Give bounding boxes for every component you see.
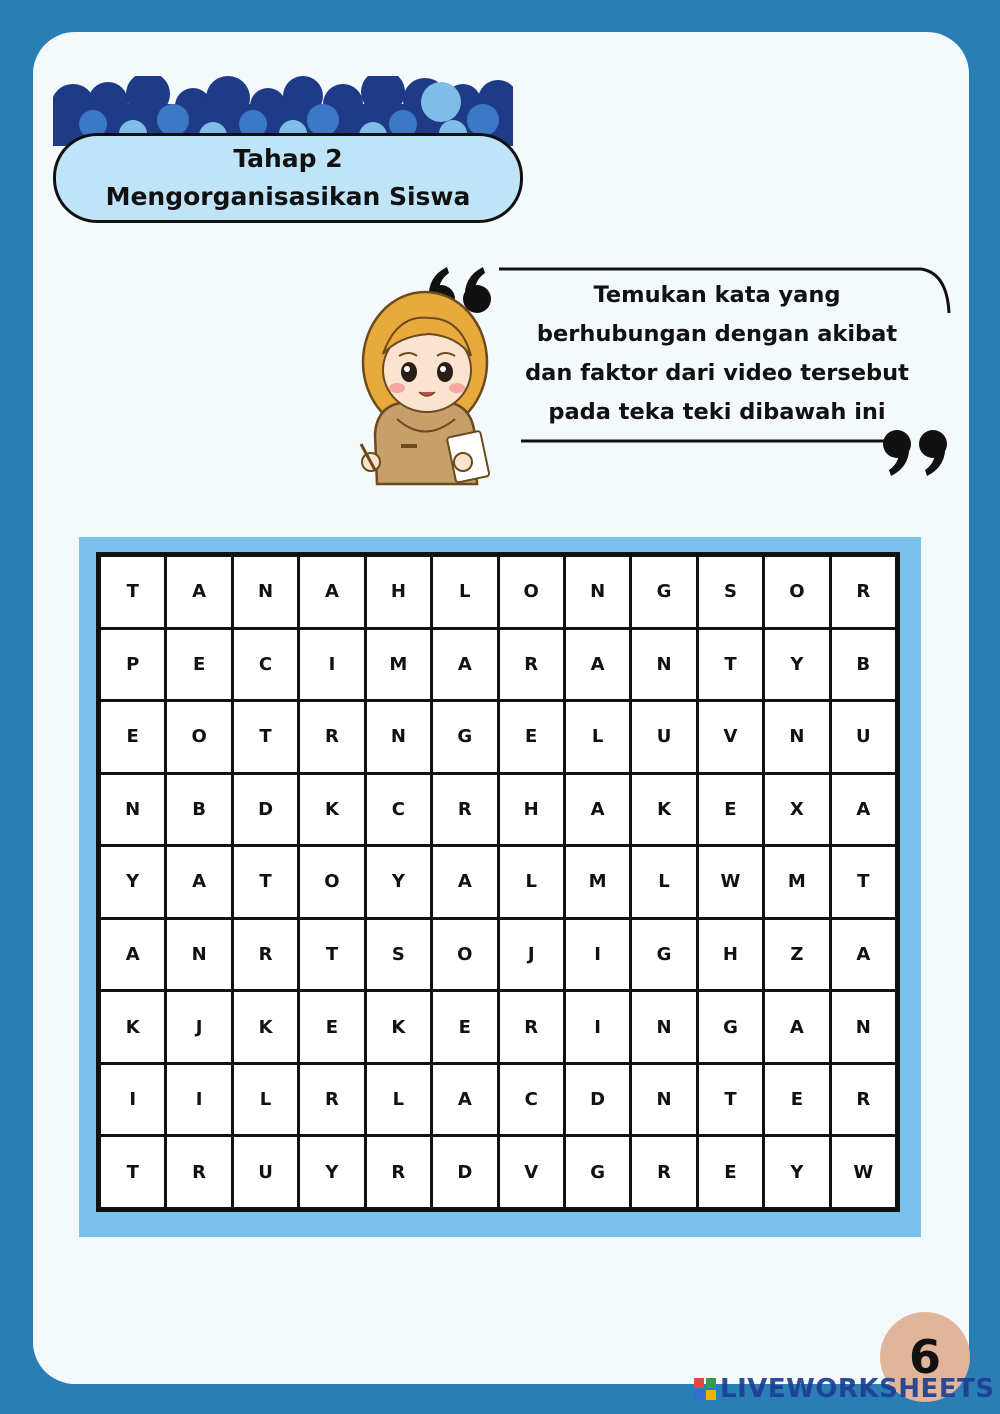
letter-cell[interactable]: V (500, 1137, 563, 1207)
letter-cell[interactable]: R (167, 1137, 230, 1207)
stage-title: Mengorganisasikan Siswa (105, 182, 471, 211)
letter-cell[interactable]: L (433, 557, 496, 627)
letter-cell[interactable]: K (632, 775, 695, 845)
letter-cell[interactable]: A (765, 992, 828, 1062)
letter-cell[interactable]: G (699, 992, 762, 1062)
letter-cell[interactable]: P (101, 630, 164, 700)
letter-cell[interactable]: W (832, 1137, 895, 1207)
letter-cell[interactable]: N (101, 775, 164, 845)
teacher-character-illustration (347, 284, 497, 494)
letter-cell[interactable]: U (234, 1137, 297, 1207)
letter-cell[interactable]: A (832, 775, 895, 845)
word-search-grid (96, 552, 900, 1212)
letter-cell[interactable]: T (234, 702, 297, 772)
letter-cell[interactable]: R (234, 920, 297, 990)
letter-cell[interactable]: A (433, 847, 496, 917)
letter-cell[interactable]: O (300, 847, 363, 917)
letter-cell[interactable]: N (167, 920, 230, 990)
letter-cell[interactable]: E (500, 702, 563, 772)
letter-cell[interactable]: A (101, 920, 164, 990)
letter-cell[interactable]: M (367, 630, 430, 700)
letter-cell[interactable]: B (167, 775, 230, 845)
letter-cell[interactable]: N (632, 992, 695, 1062)
letter-cell[interactable]: G (433, 702, 496, 772)
letter-cell[interactable]: I (300, 630, 363, 700)
letter-cell[interactable]: E (433, 992, 496, 1062)
close-quote-icon (883, 430, 947, 476)
letter-cell[interactable]: S (367, 920, 430, 990)
letter-cell[interactable]: I (101, 1065, 164, 1135)
letter-cell[interactable]: E (699, 775, 762, 845)
word-search-frame (79, 537, 921, 1237)
letter-cell[interactable]: T (832, 847, 895, 917)
letter-cell[interactable]: A (832, 920, 895, 990)
letter-cell[interactable]: G (566, 1137, 629, 1207)
letter-cell[interactable]: C (500, 1065, 563, 1135)
letter-cell[interactable]: K (234, 992, 297, 1062)
letter-cell[interactable]: B (832, 630, 895, 700)
letter-cell[interactable]: U (832, 702, 895, 772)
letter-cell[interactable]: A (167, 557, 230, 627)
stage-label: Tahap 2 (233, 144, 343, 173)
letter-cell[interactable]: N (765, 702, 828, 772)
letter-cell[interactable]: E (699, 1137, 762, 1207)
instruction-line: berhubungan dengan akibat (536, 321, 898, 347)
letter-cell[interactable]: Y (367, 847, 430, 917)
letter-cell[interactable]: A (566, 775, 629, 845)
letter-cell[interactable]: N (566, 557, 629, 627)
letter-cell[interactable]: T (234, 847, 297, 917)
letter-cell[interactable]: E (765, 1065, 828, 1135)
instruction-text (507, 276, 927, 432)
letter-cell[interactable]: E (167, 630, 230, 700)
letter-cell[interactable]: O (500, 557, 563, 627)
letter-cell[interactable]: H (367, 557, 430, 627)
letter-cell[interactable]: C (367, 775, 430, 845)
letter-cell[interactable]: T (101, 1137, 164, 1207)
letter-cell[interactable]: M (765, 847, 828, 917)
letter-cell[interactable]: N (632, 630, 695, 700)
letter-cell[interactable]: X (765, 775, 828, 845)
letter-cell[interactable]: O (765, 557, 828, 627)
letter-cell[interactable]: M (566, 847, 629, 917)
letter-cell[interactable]: R (832, 1065, 895, 1135)
letter-cell[interactable]: T (101, 557, 164, 627)
letter-cell[interactable]: T (699, 1065, 762, 1135)
letter-cell[interactable]: R (433, 775, 496, 845)
letter-cell[interactable]: N (234, 557, 297, 627)
letter-cell[interactable]: A (300, 557, 363, 627)
letter-cell[interactable]: N (832, 992, 895, 1062)
instruction-line: dan faktor dari video tersebut (525, 360, 909, 386)
letter-cell[interactable]: K (300, 775, 363, 845)
page-number: 6 (908, 1330, 941, 1384)
letter-cell[interactable]: L (234, 1065, 297, 1135)
letter-cell[interactable]: K (101, 992, 164, 1062)
letter-cell[interactable]: W (699, 847, 762, 917)
letter-cell[interactable]: Z (765, 920, 828, 990)
letter-cell[interactable]: A (433, 630, 496, 700)
letter-cell[interactable]: T (699, 630, 762, 700)
letter-cell[interactable]: D (566, 1065, 629, 1135)
letter-cell[interactable]: G (632, 557, 695, 627)
letter-cell[interactable]: A (167, 847, 230, 917)
letter-cell[interactable]: V (699, 702, 762, 772)
letter-cell[interactable]: H (699, 920, 762, 990)
letter-cell[interactable]: L (367, 1065, 430, 1135)
instruction-line: Temukan kata yang (593, 282, 841, 308)
stage-title-box (53, 133, 523, 223)
letter-cell[interactable]: Y (101, 847, 164, 917)
letter-cell[interactable]: T (300, 920, 363, 990)
letter-cell[interactable]: I (167, 1065, 230, 1135)
letter-cell[interactable]: K (367, 992, 430, 1062)
letter-cell[interactable]: R (300, 1065, 363, 1135)
letter-cell[interactable]: R (832, 557, 895, 627)
letter-cell[interactable]: A (433, 1065, 496, 1135)
letter-cell[interactable]: H (500, 775, 563, 845)
letter-cell[interactable]: G (632, 920, 695, 990)
letter-cell[interactable]: N (632, 1065, 695, 1135)
letter-cell[interactable]: R (500, 992, 563, 1062)
instruction-line: pada teka teki dibawah ini (548, 399, 886, 425)
letter-cell[interactable]: Y (300, 1137, 363, 1207)
letter-cell[interactable]: I (566, 920, 629, 990)
liveworksheets-watermark[interactable] (694, 1372, 995, 1406)
letter-cell[interactable]: E (101, 702, 164, 772)
letter-cell[interactable]: R (367, 1137, 430, 1207)
letter-cell[interactable]: R (300, 702, 363, 772)
letter-cell[interactable]: D (433, 1137, 496, 1207)
letter-cell[interactable]: A (566, 630, 629, 700)
letter-cell[interactable]: J (500, 920, 563, 990)
letter-cell[interactable]: S (699, 557, 762, 627)
letter-cell[interactable]: L (632, 847, 695, 917)
letter-cell[interactable]: U (632, 702, 695, 772)
letter-cell[interactable]: L (500, 847, 563, 917)
letter-cell[interactable]: E (300, 992, 363, 1062)
letter-cell[interactable]: Y (765, 1137, 828, 1207)
letter-cell[interactable]: O (433, 920, 496, 990)
letter-cell[interactable]: O (167, 702, 230, 772)
letter-cell[interactable]: I (566, 992, 629, 1062)
letter-cell[interactable]: R (632, 1137, 695, 1207)
letter-cell[interactable]: Y (765, 630, 828, 700)
letter-cell[interactable]: L (566, 702, 629, 772)
letter-cell[interactable]: D (234, 775, 297, 845)
worksheet-page (33, 32, 969, 1384)
letter-cell[interactable]: J (167, 992, 230, 1062)
liveworksheets-logo-icon (694, 1378, 716, 1400)
letter-cell[interactable]: R (500, 630, 563, 700)
letter-cell[interactable]: C (234, 630, 297, 700)
watermark-text: LIVEWORKSHEETS (720, 1374, 995, 1404)
letter-cell[interactable]: N (367, 702, 430, 772)
